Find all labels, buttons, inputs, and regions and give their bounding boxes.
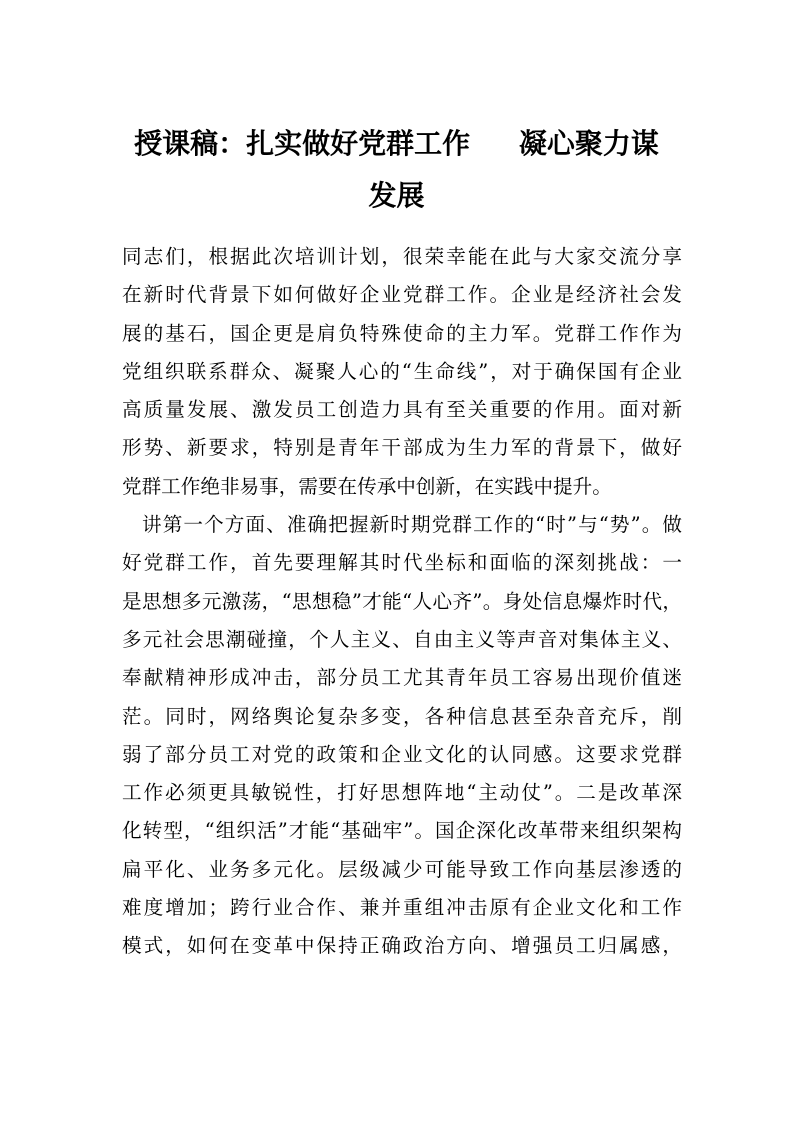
paragraph-line: 在新时代背景下如何做好企业党群工作。企业是经济社会发 xyxy=(122,283,682,307)
paragraph-line: 展的基石，国企更是肩负特殊使命的主力军。党群工作作为 xyxy=(122,321,682,345)
paragraph-line: 讲第一个方面、准确把握新时期党群工作的“时”与“势”。做 xyxy=(142,513,682,537)
paragraph-line: 多元社会思潮碰撞，个人主义、自由主义等声音对集体主义、 xyxy=(122,627,682,651)
document-title-line-2: 发展 xyxy=(368,179,425,212)
paragraph-line: 奉献精神形成冲击，部分员工尤其青年员工容易出现价值迷 xyxy=(122,666,682,690)
paragraph-line: 扁平化、业务多元化。层级减少可能导致工作向基层渗透的 xyxy=(122,857,682,881)
paragraph-1 xyxy=(122,238,682,506)
paragraph-line: 难度增加；跨行业合作、兼并重组冲击原有企业文化和工作 xyxy=(122,896,682,920)
paragraph-line: 好党群工作，首先要理解其时代坐标和面临的深刻挑战：一 xyxy=(122,551,682,575)
paragraph-line: 工作必须更具敏锐性，打好思想阵地“主动仗”。二是改革深 xyxy=(122,781,682,805)
paragraph-line: 高质量发展、激发员工创造力具有至关重要的作用。面对新 xyxy=(122,398,682,422)
paragraph-line: 同志们，根据此次培训计划，很荣幸能在此与大家交流分享 xyxy=(122,245,682,268)
paragraph-line: 形势、新要求，特别是青年干部成为生力军的背景下，做好 xyxy=(122,436,682,460)
paragraph-line: 是思想多元激荡，“思想稳”才能“人心齐”。身处信息爆炸时代， xyxy=(122,589,682,613)
paragraph-line: 茫。同时，网络舆论复杂多变，各种信息甚至杂音充斥，削 xyxy=(122,704,682,728)
paragraph-line: 弱了部分员工对党的政策和企业文化的认同感。这要求党群 xyxy=(122,742,682,766)
paragraph-2 xyxy=(122,506,682,966)
paragraph-line: 党组织联系群众、凝聚人心的“生命线”，对于确保国有企业 xyxy=(122,359,682,383)
paragraph-line: 党群工作绝非易事，需要在传承中创新，在实践中提升。 xyxy=(122,474,612,498)
paragraph-line: 模式，如何在变革中保持正确政治方向、增强员工归属感， xyxy=(122,934,682,958)
document-title-line-1: 授课稿：扎实做好党群工作 凝心聚力谋 xyxy=(134,127,659,160)
document-body xyxy=(122,238,682,966)
paragraph-line: 化转型，“组织活”才能“基础牢”。国企深化改革带来组织架构 xyxy=(122,819,682,843)
